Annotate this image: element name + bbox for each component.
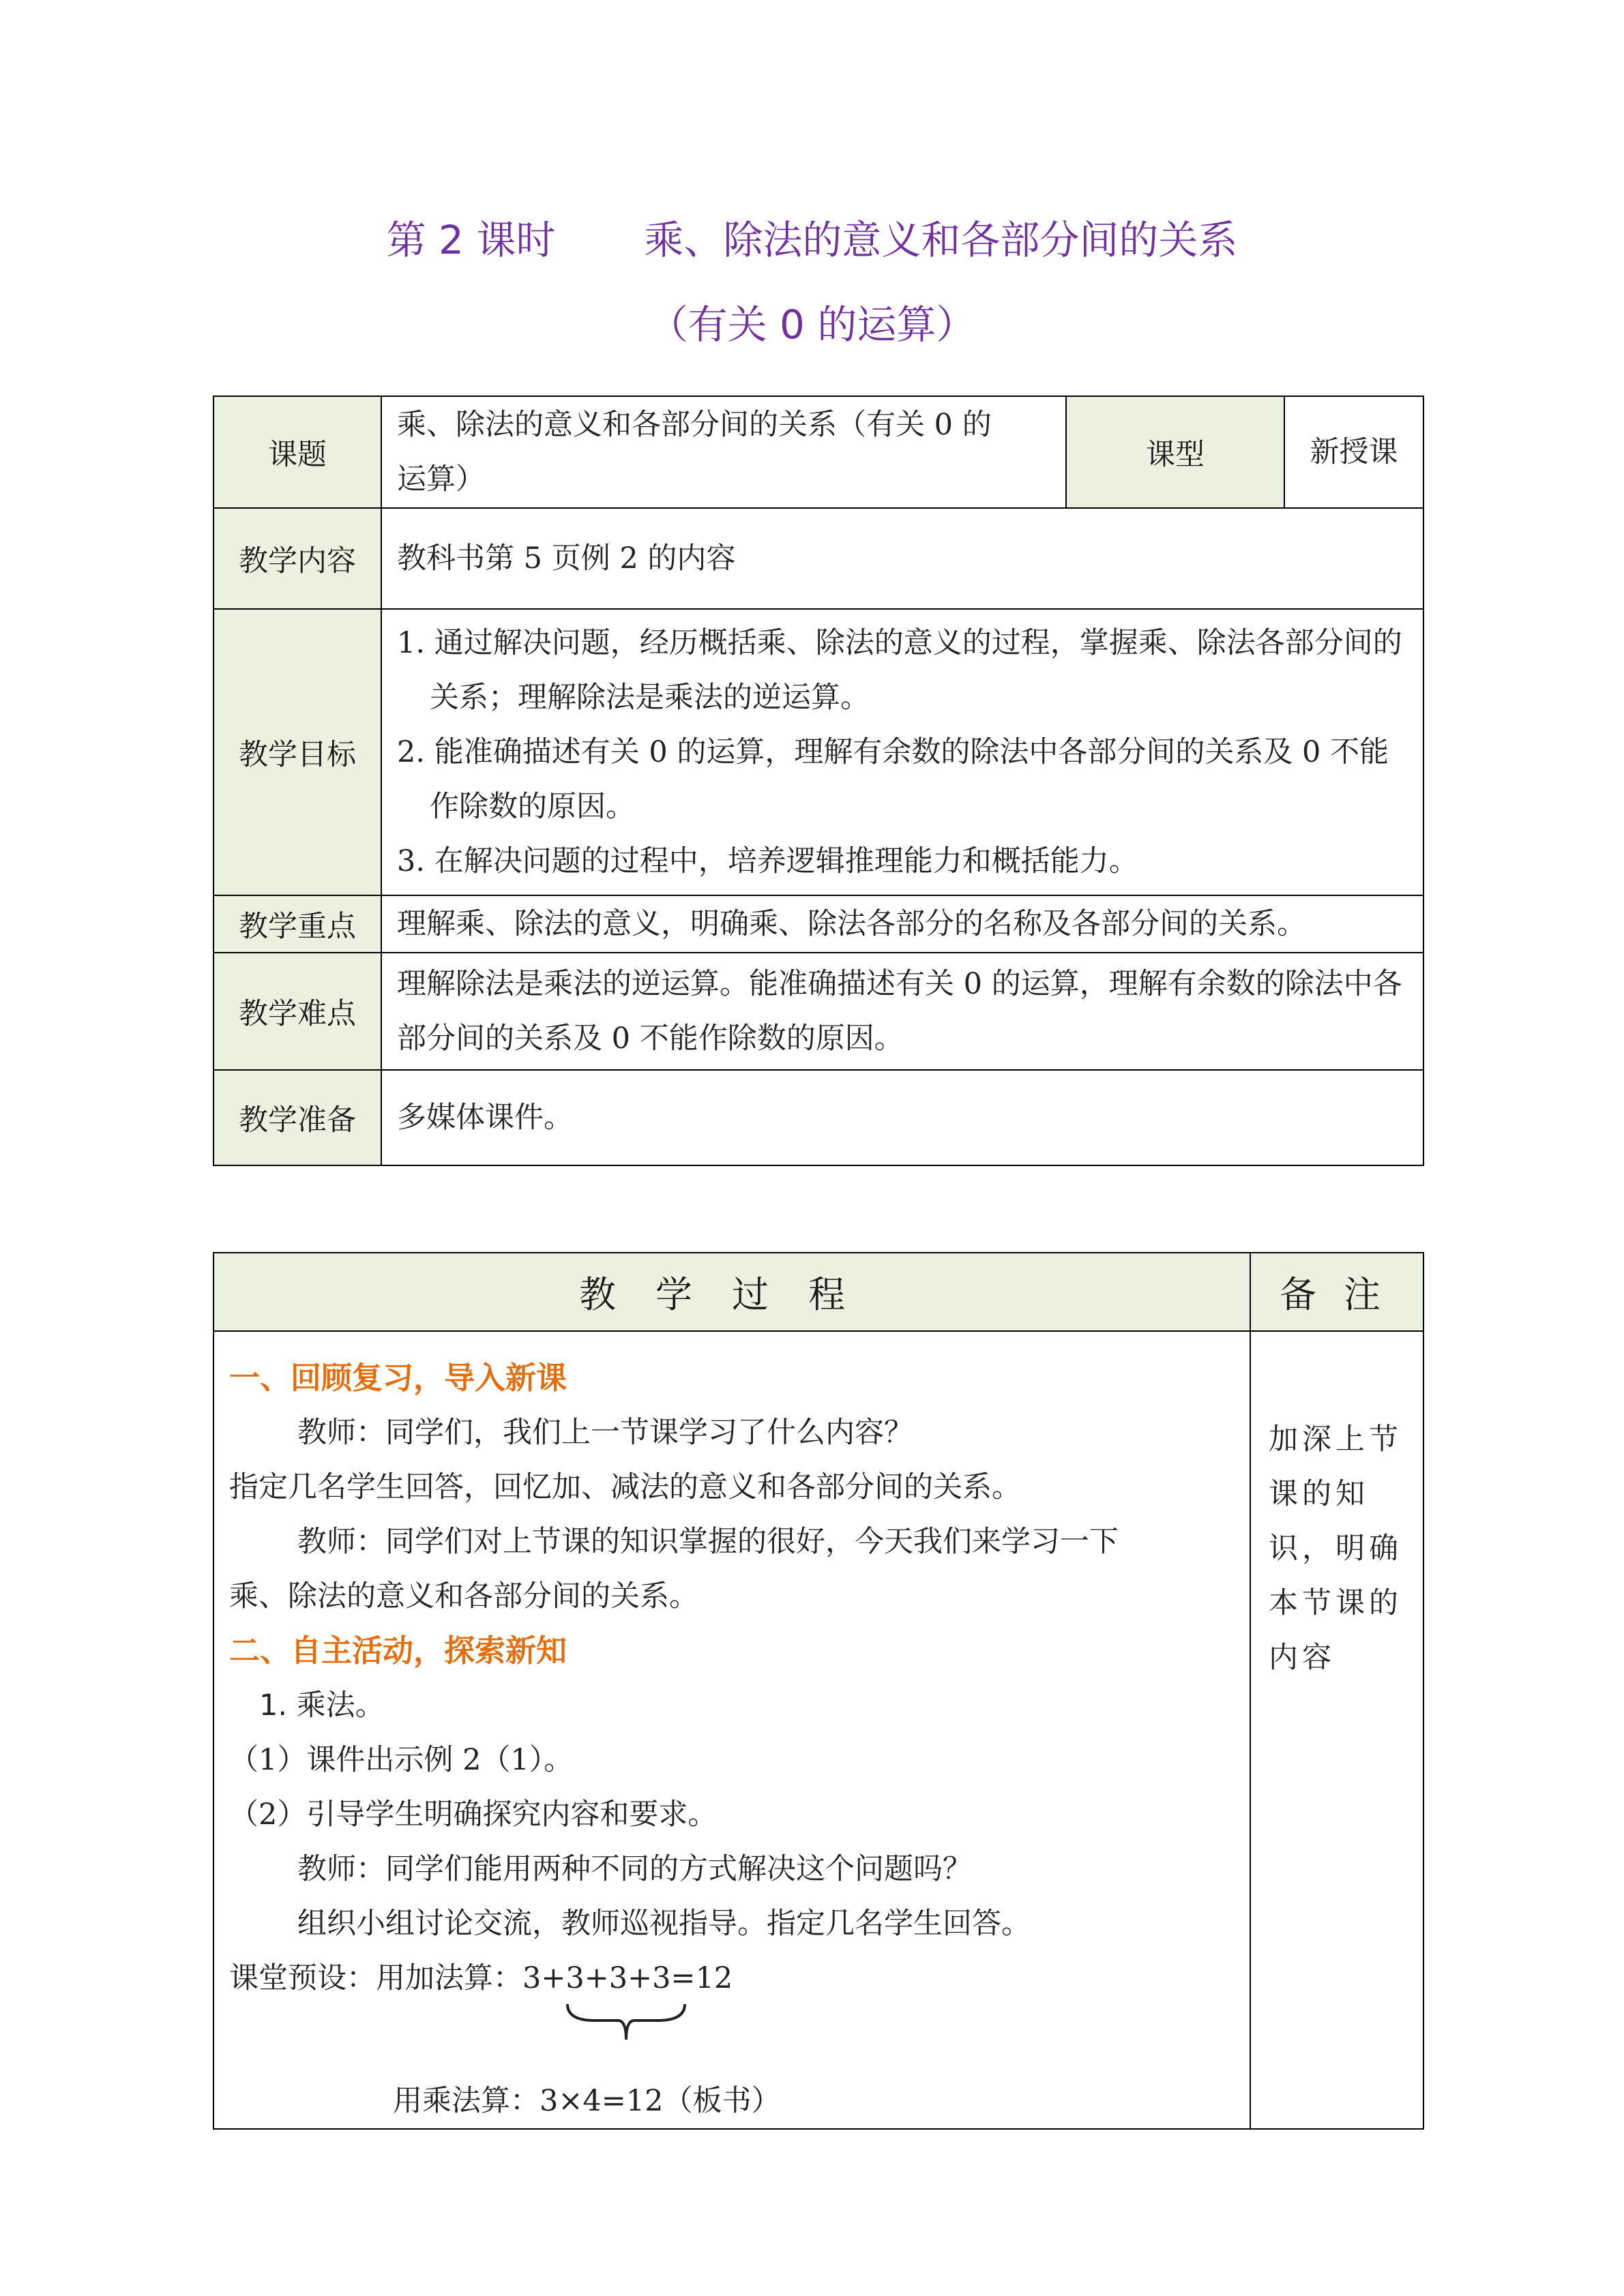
goal-item: 1. 通过解决问题，经历概括乘、除法的意义的过程，掌握乘、除法各部分间的关系；理解除法是乘法的逆运算。 xyxy=(397,626,1402,715)
topic-value: 乘、除法的意义和各部分间的关系（有关 0 的 运算） xyxy=(381,396,1066,508)
paragraph: 指定几名学生回答，回忆加、减法的意义和各部分间的关系。 xyxy=(229,1470,1021,1504)
preset-add: 用加法算：3+3+3+3=12 xyxy=(376,1961,733,1995)
step-item: （2）引导学生明确探究内容和要求。 xyxy=(229,1798,718,1832)
goals-list xyxy=(381,609,1423,895)
step-item: （1）课件出示例 2（1）。 xyxy=(229,1743,574,1777)
key-value: 理解乘、除法的意义，明确乘、除法各部分的名称及各部分间的关系。 xyxy=(381,895,1423,953)
lesson-info-table xyxy=(213,396,1424,1166)
brace-row xyxy=(229,2006,1235,2074)
paragraph: 教师：同学们对上节课的知识掌握的很好，今天我们来学习一下 xyxy=(297,1525,1119,1559)
paragraph: 教师：同学们，我们上一节课学习了什么内容？ xyxy=(297,1416,913,1450)
prep-value: 多媒体课件。 xyxy=(381,1070,1423,1165)
topic-row xyxy=(213,396,1423,508)
lesson-number: 第 2 课时 xyxy=(386,217,556,263)
page-title xyxy=(0,213,1624,267)
brace-icon xyxy=(565,2001,688,2049)
prep-label: 教学准备 xyxy=(213,1070,381,1165)
teaching-process-table xyxy=(213,1252,1424,2130)
page-subtitle: （有关 0 的运算） xyxy=(648,301,976,348)
paragraph: 乘、除法的意义和各部分间的关系。 xyxy=(229,1579,698,1613)
goals-label: 教学目标 xyxy=(213,609,381,895)
type-value: 新授课 xyxy=(1284,396,1423,508)
topic-label: 课题 xyxy=(213,396,381,508)
difficulty-label: 教学难点 xyxy=(213,953,381,1070)
subsection-heading: 1. 乘法。 xyxy=(259,1688,385,1723)
content-label: 教学内容 xyxy=(213,508,381,609)
process-header-row xyxy=(213,1253,1423,1331)
process-body-row xyxy=(213,1331,1423,2129)
remark-content xyxy=(1250,1331,1423,2129)
difficulty-value: 理解除法是乘法的逆运算。能准确描述有关 0 的运算，理解有余数的除法中各部分间的关系及 0 不能作除数的原因。 xyxy=(381,953,1423,1070)
lesson-topic: 乘、除法的意义和各部分间的关系 xyxy=(644,217,1238,263)
paragraph: 教师：同学们能用两种不同的方式解决这个问题吗？ xyxy=(297,1852,972,1886)
preset-add-line xyxy=(229,1951,1235,2006)
goals-row xyxy=(213,609,1423,895)
goal-item: 2. 能准确描述有关 0 的运算，理解有余数的除法中各部分间的关系及 0 不能作除数的原因。 xyxy=(397,735,1389,824)
difficulty-row xyxy=(213,953,1423,1070)
paragraph: 组织小组讨论交流，教师巡视指导。指定几名学生回答。 xyxy=(297,1907,1031,1941)
process-content xyxy=(213,1331,1250,2129)
remark-header: 备注 xyxy=(1250,1253,1423,1331)
key-label: 教学重点 xyxy=(213,895,381,953)
key-row xyxy=(213,895,1423,953)
preset-label: 课堂预设： xyxy=(229,1961,376,1995)
preset-mul-line: 用乘法算：3×4=12（板书） xyxy=(393,2084,781,2118)
content-row xyxy=(213,508,1423,609)
prep-row xyxy=(213,1070,1423,1165)
process-header: 教学过程 xyxy=(213,1253,1250,1331)
type-label: 课型 xyxy=(1066,396,1284,508)
section-heading: 一、回顾复习，导入新课 xyxy=(229,1360,567,1396)
goal-item: 3. 在解决问题的过程中，培养逻辑推理能力和概括能力。 xyxy=(397,844,1138,878)
section-heading: 二、自主活动，探索新知 xyxy=(229,1632,567,1669)
content-value: 教科书第 5 页例 2 的内容 xyxy=(381,508,1423,609)
remark-text: 加深上节课的知识，明确本节课的内容 xyxy=(1269,1422,1402,1675)
